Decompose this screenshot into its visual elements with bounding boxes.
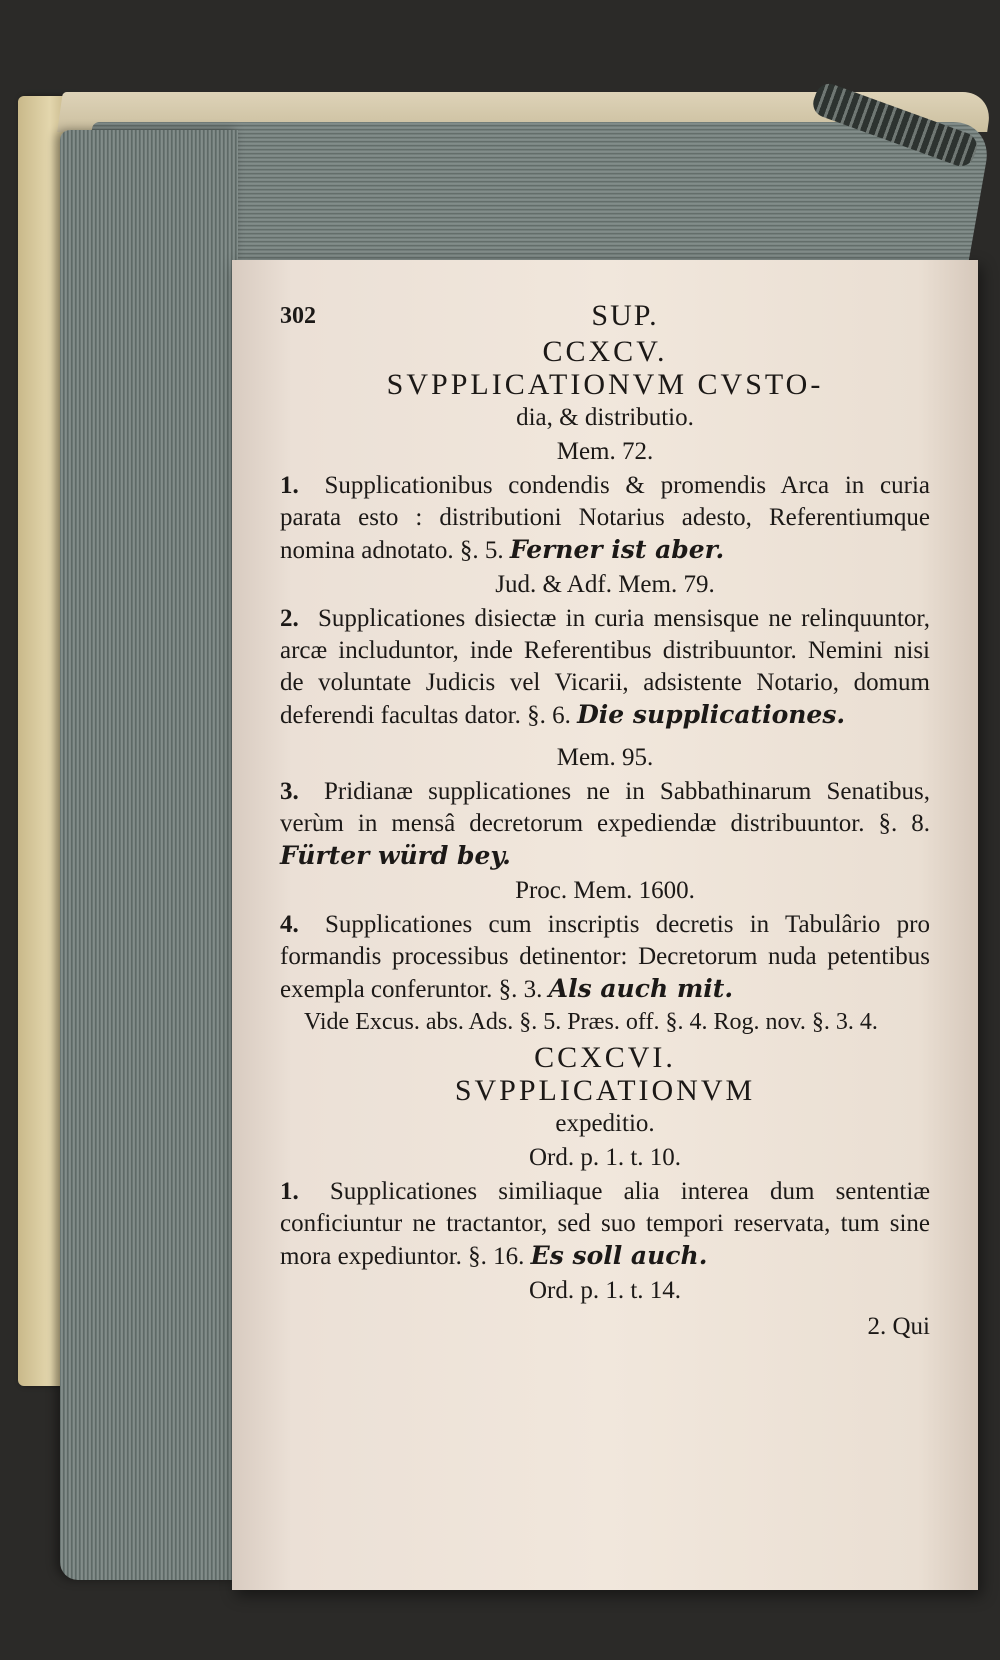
entry-number: 3.	[280, 778, 299, 805]
catchword: 2. Qui	[867, 1313, 930, 1340]
entry-german-incipit: Die supplicationes.	[577, 700, 846, 729]
entry-number: 1.	[280, 472, 299, 499]
entry-paragraph	[280, 470, 930, 567]
book-page	[232, 260, 978, 1590]
section-title: SVPPLICATIONVM	[454, 1074, 756, 1107]
entry-text: Supplicationes cum inscriptis decretis in Tabulârio pro formandis processibus detinentor: Decretorum nuda petentibus exempla conferuntor. §. 3.	[280, 911, 930, 1003]
entry-paragraph	[280, 1176, 930, 1273]
entry-number: 2.	[280, 605, 299, 632]
section-subtitle: dia, & distributio.	[516, 404, 694, 431]
section-numeral: CCXCV.	[542, 335, 668, 368]
entry-reference: Mem. 95.	[556, 744, 654, 771]
entry-paragraph	[280, 776, 930, 873]
entry-german-incipit: Es soll auch.	[530, 1241, 708, 1270]
entry-reference: Jud. & Adf. Mem. 79.	[495, 571, 715, 598]
entry-paragraph	[280, 603, 930, 732]
running-head: SUP.	[591, 299, 659, 332]
page-text	[280, 300, 930, 1343]
entry-german-incipit: Fürter würd bey.	[280, 841, 511, 870]
cross-reference: Vide Excus. abs. Ads. §. 5. Præs. off. §. 4. Rog. nov. §. 3. 4.	[304, 1009, 878, 1035]
section-title: SVPPLICATIONVM CVSTO-	[386, 368, 824, 401]
entry-paragraph	[280, 909, 930, 1006]
section-subtitle: expeditio.	[555, 1110, 655, 1137]
entry-text: Pridianæ supplicationes ne in Sabbathinarum Senatibus, verùm in mensâ decretorum expediendæ distribuuntor. §. 8.	[280, 778, 930, 837]
entry-number: 1.	[280, 1178, 299, 1205]
section-numeral: CCXCVI.	[534, 1041, 676, 1074]
entry-reference: Mem. 72.	[556, 438, 654, 465]
entry-german-incipit: Als auch mit.	[548, 974, 734, 1003]
folio-number: 302	[280, 303, 316, 329]
entry-german-incipit: Ferner ist aber.	[509, 535, 725, 564]
trailing-reference: Ord. p. 1. t. 14.	[528, 1277, 682, 1304]
page-edges-side	[60, 130, 238, 1580]
entry-number: 4.	[280, 911, 299, 938]
entry-text: Supplicationibus condendis & promendis Arca in curia parata esto : distributioni Notarius adesto, Referentiumque nomina adnotato. §. 5.	[280, 472, 930, 564]
entry-reference: Ord. p. 1. t. 10.	[528, 1144, 682, 1171]
entry-text: Supplicationes similiaque alia interea dum sententiæ conficiuntur ne tractantor, sed suo tempori reservata, tum sine mora expediuntor. §. 16.	[280, 1178, 930, 1270]
entry-text: Supplicationes disiectæ in curia mensisque ne relinquuntor, arcæ includuntor, inde Referentibus distribuuntor. Nemini nisi de voluntate Judicis vel Vicarii, adsistente Notario, domum deferendi facultas dator. §. 6.	[280, 605, 930, 729]
entry-reference: Proc. Mem. 1600.	[515, 877, 695, 904]
